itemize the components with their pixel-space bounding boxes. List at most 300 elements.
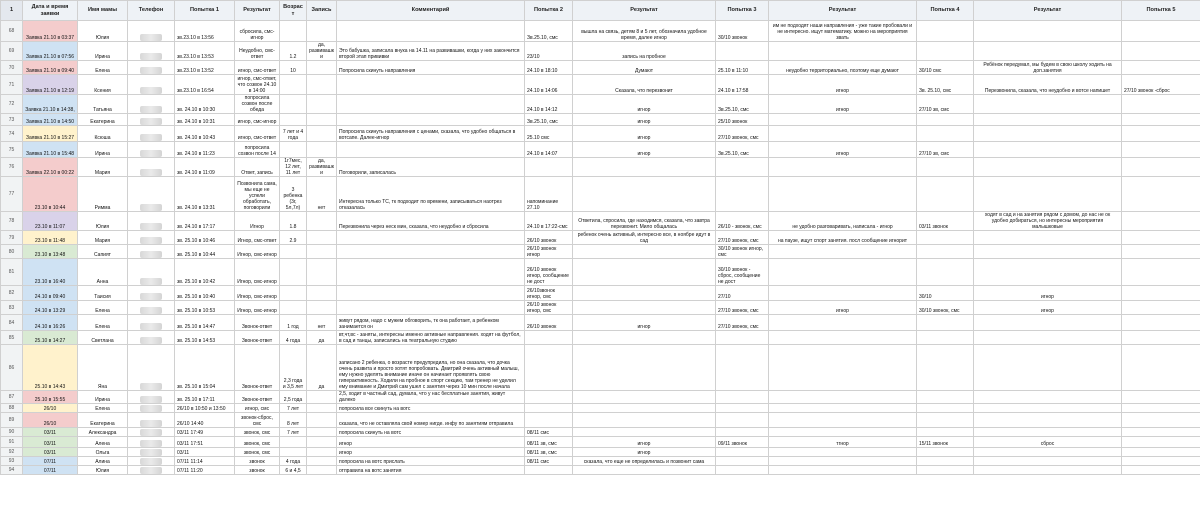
cell-phone-redacted[interactable] (128, 457, 175, 466)
cell-res4[interactable] (974, 259, 1122, 286)
cell-res3[interactable] (769, 245, 917, 259)
column-header-name[interactable]: Имя мамы (78, 1, 128, 21)
cell-res4[interactable]: Ребёнок передумал, мы будем в свою школу ходить на доп.занятия (974, 61, 1122, 75)
cell-res1[interactable]: звонок (235, 466, 280, 475)
cell-date[interactable]: Заявка 21.10 в 15:27 (23, 126, 78, 142)
cell-try5[interactable] (1122, 21, 1200, 42)
row-number[interactable]: 80 (1, 245, 23, 259)
cell-try5[interactable] (1122, 391, 1200, 404)
cell-age[interactable]: 1.2 (280, 42, 307, 61)
cell-comment[interactable]: Попросила скинуть направления с ценами, сказала, что удобно общаться в вотсапе. Далее-игнор (337, 126, 525, 142)
cell-try2[interactable]: 24.10 в 18:10 (525, 61, 573, 75)
cell-rec[interactable] (307, 391, 337, 404)
cell-date[interactable]: 03/11 (23, 428, 78, 437)
cell-try1[interactable]: зв. 25.10 в 10:44 (175, 245, 235, 259)
cell-res4[interactable]: ходят в сад и на занятия рядом с домом, до нас не ок удобно добираться, но интересны мероприятия малышковые (974, 212, 1122, 231)
column-header-date[interactable]: Дата и время заявки (23, 1, 78, 21)
cell-try4[interactable]: 15/11 звонок (917, 437, 974, 448)
cell-try1[interactable]: зв. 25.10 в 14:47 (175, 315, 235, 331)
cell-name[interactable]: Татьяна (78, 95, 128, 114)
cell-comment[interactable]: Интересна только ТС, тк подходит по времени, записываться наотрез отказалась (337, 177, 525, 212)
cell-rec[interactable] (307, 61, 337, 75)
cell-try5[interactable] (1122, 413, 1200, 428)
cell-try3[interactable]: 30/10 звонок (716, 21, 769, 42)
cell-res1[interactable]: Игнор, смс-игнор (235, 259, 280, 286)
cell-try3[interactable] (716, 345, 769, 391)
cell-comment[interactable] (337, 21, 525, 42)
cell-res3[interactable] (769, 158, 917, 177)
cell-comment[interactable]: Поговорили, записалась (337, 158, 525, 177)
cell-try4[interactable] (917, 21, 974, 42)
cell-try1[interactable]: зв.23.10 в 13:53 (175, 42, 235, 61)
cell-try2[interactable] (525, 413, 573, 428)
cell-rec[interactable] (307, 466, 337, 475)
cell-try4[interactable]: 27/10 зв, смс (917, 95, 974, 114)
cell-name[interactable]: Римма (78, 177, 128, 212)
cell-phone-redacted[interactable] (128, 448, 175, 457)
cell-res3[interactable] (769, 404, 917, 413)
cell-try5[interactable] (1122, 437, 1200, 448)
cell-res2[interactable]: игнор (573, 114, 716, 126)
cell-res1[interactable]: игнор, смс-игнор (235, 114, 280, 126)
cell-try3[interactable]: 26/10 - звонок, смс (716, 212, 769, 231)
cell-age[interactable] (280, 21, 307, 42)
cell-try5[interactable] (1122, 448, 1200, 457)
cell-try2[interactable]: 26/10 звонок игнор (525, 245, 573, 259)
cell-phone-redacted[interactable] (128, 177, 175, 212)
cell-try3[interactable]: 30/10 звонок - сброс, сообщение не дост (716, 259, 769, 286)
row-number[interactable]: 92 (1, 448, 23, 457)
cell-try2[interactable] (525, 331, 573, 345)
cell-age[interactable]: 4 года (280, 331, 307, 345)
row-number[interactable]: 85 (1, 331, 23, 345)
cell-try2[interactable] (525, 404, 573, 413)
cell-name[interactable]: Ксения (78, 75, 128, 95)
column-header-res2[interactable]: Результат (573, 1, 716, 21)
cell-phone-redacted[interactable] (128, 466, 175, 475)
row-number[interactable]: 83 (1, 301, 23, 315)
cell-name[interactable]: Юлия (78, 21, 128, 42)
cell-res1[interactable]: сбросила, смс-игнор (235, 21, 280, 42)
cell-try5[interactable] (1122, 301, 1200, 315)
cell-res3[interactable] (769, 331, 917, 345)
cell-try4[interactable] (917, 231, 974, 245)
cell-rec[interactable]: нет (307, 315, 337, 331)
cell-res2[interactable] (573, 466, 716, 475)
cell-phone-redacted[interactable] (128, 126, 175, 142)
cell-res4[interactable] (974, 345, 1122, 391)
row-number[interactable]: 75 (1, 142, 23, 158)
cell-try3[interactable] (716, 448, 769, 457)
cell-try3[interactable]: 27/10 звонок, смс (716, 315, 769, 331)
cell-phone-redacted[interactable] (128, 231, 175, 245)
cell-try1[interactable]: зв. 25.10 в 10:42 (175, 259, 235, 286)
cell-res3[interactable]: не удобно разговаривать, написала - игнор (769, 212, 917, 231)
cell-age[interactable]: 2,3 года и 3,5 лет (280, 345, 307, 391)
cell-date[interactable]: 26/10 (23, 413, 78, 428)
cell-date[interactable]: 25.10 в 15:55 (23, 391, 78, 404)
cell-phone-redacted[interactable] (128, 212, 175, 231)
cell-res2[interactable] (573, 286, 716, 301)
cell-date[interactable]: Заявка 22.10 в 00:22 (23, 158, 78, 177)
cell-rec[interactable] (307, 413, 337, 428)
cell-age[interactable] (280, 437, 307, 448)
cell-res3[interactable] (769, 466, 917, 475)
cell-try1[interactable]: зв. 24.10 в 13:31 (175, 177, 235, 212)
cell-res3[interactable]: тгнор (769, 437, 917, 448)
cell-rec[interactable] (307, 114, 337, 126)
cell-rec[interactable]: да (307, 345, 337, 391)
cell-age[interactable] (280, 301, 307, 315)
cell-try3[interactable] (716, 428, 769, 437)
cell-try5[interactable] (1122, 114, 1200, 126)
row-number[interactable]: 76 (1, 158, 23, 177)
row-number[interactable]: 77 (1, 177, 23, 212)
cell-age[interactable]: 1г7мес, 12 лет, 11 лет (280, 158, 307, 177)
cell-res2[interactable]: игнор (573, 437, 716, 448)
cell-try4[interactable] (917, 126, 974, 142)
cell-date[interactable]: Заявка 21.10 в 14:50 (23, 114, 78, 126)
cell-try3[interactable] (716, 42, 769, 61)
cell-res2[interactable]: ребенок очень активный, интересно все, в ноябре идут в сад (573, 231, 716, 245)
cell-res1[interactable]: Игнор, смс-игнор (235, 245, 280, 259)
cell-try4[interactable]: 03/11 звонок (917, 212, 974, 231)
cell-res3[interactable]: игнор (769, 95, 917, 114)
cell-try1[interactable]: зв. 24.10 в 10:43 (175, 126, 235, 142)
cell-name[interactable]: Анна (78, 259, 128, 286)
cell-res1[interactable]: игнор, смс-ответ, что созвон 24.10 в 14:00 (235, 75, 280, 95)
cell-date[interactable]: 03/11 (23, 448, 78, 457)
cell-try3[interactable] (716, 331, 769, 345)
cell-res1[interactable]: игнор, смс (235, 404, 280, 413)
cell-date[interactable]: 23.10 в 10:44 (23, 177, 78, 212)
cell-res3[interactable] (769, 413, 917, 428)
cell-rec[interactable] (307, 437, 337, 448)
cell-try5[interactable] (1122, 331, 1200, 345)
cell-try2[interactable]: 24.10 в 17:22-смс (525, 212, 573, 231)
cell-try2[interactable]: 24.10 в 14:12 (525, 95, 573, 114)
row-number[interactable]: 78 (1, 212, 23, 231)
cell-name[interactable]: Екатерина (78, 114, 128, 126)
cell-res2[interactable] (573, 413, 716, 428)
cell-rec[interactable] (307, 95, 337, 114)
cell-rec[interactable] (307, 126, 337, 142)
cell-try3[interactable] (716, 457, 769, 466)
cell-comment[interactable]: попросила скинуть на вотс (337, 428, 525, 437)
cell-try3[interactable]: 27/10 звонок, смс (716, 231, 769, 245)
cell-phone-redacted[interactable] (128, 158, 175, 177)
cell-comment[interactable] (337, 231, 525, 245)
cell-try4[interactable] (917, 245, 974, 259)
cell-try4[interactable] (917, 448, 974, 457)
cell-try5[interactable] (1122, 177, 1200, 212)
cell-try1[interactable]: зв. 24.10 в 11:09 (175, 158, 235, 177)
cell-name[interactable]: Мария (78, 231, 128, 245)
cell-try4[interactable] (917, 158, 974, 177)
cell-res2[interactable] (573, 428, 716, 437)
cell-try5[interactable] (1122, 457, 1200, 466)
cell-rec[interactable]: нет (307, 177, 337, 212)
cell-res3[interactable] (769, 457, 917, 466)
cell-res4[interactable] (974, 95, 1122, 114)
cell-try3[interactable]: 09/11 звонок (716, 437, 769, 448)
cell-res3[interactable]: игнор (769, 301, 917, 315)
cell-rec[interactable] (307, 286, 337, 301)
cell-try1[interactable]: зв. 25.10 в 14:53 (175, 331, 235, 345)
cell-res2[interactable]: игнор (573, 315, 716, 331)
cell-res4[interactable] (974, 142, 1122, 158)
cell-age[interactable] (280, 448, 307, 457)
cell-phone-redacted[interactable] (128, 286, 175, 301)
cell-phone-redacted[interactable] (128, 42, 175, 61)
cell-try1[interactable]: 03/11 (175, 448, 235, 457)
cell-try2[interactable]: 26/10 звонок (525, 231, 573, 245)
cell-name[interactable]: Таисия (78, 286, 128, 301)
cell-res1[interactable]: Звонок-ответ (235, 345, 280, 391)
cell-res4[interactable] (974, 466, 1122, 475)
cell-try1[interactable]: зв. 24.10 в 10:31 (175, 114, 235, 126)
cell-try4[interactable] (917, 391, 974, 404)
cell-comment[interactable]: Попросила скинуть направления (337, 61, 525, 75)
column-header-try5[interactable]: Попытка 5 (1122, 1, 1200, 21)
cell-res2[interactable]: игнор (573, 95, 716, 114)
cell-rec[interactable]: да, развивашк и (307, 158, 337, 177)
cell-res4[interactable] (974, 331, 1122, 345)
cell-comment[interactable]: Перезвонила через неск мин, сказала, что неудобно и сбросила (337, 212, 525, 231)
cell-age[interactable]: 7 лет и 4 года (280, 126, 307, 142)
row-number[interactable]: 94 (1, 466, 23, 475)
cell-try2[interactable]: 26/10 звонок игнор, смс (525, 301, 573, 315)
cell-rec[interactable] (307, 259, 337, 286)
cell-try3[interactable]: 25.10 в 11:10 (716, 61, 769, 75)
cell-try2[interactable]: 26/10 звонок игнор, сообщение не дост (525, 259, 573, 286)
row-number[interactable]: 91 (1, 437, 23, 448)
cell-try1[interactable]: зв.23.10 в 13:52 (175, 61, 235, 75)
cell-try2[interactable]: 08/11 зв, смс (525, 437, 573, 448)
cell-date[interactable]: 23.10 в 13:48 (23, 245, 78, 259)
cell-date[interactable]: 25.10 в 14:27 (23, 331, 78, 345)
row-number[interactable]: 90 (1, 428, 23, 437)
cell-age[interactable] (280, 259, 307, 286)
cell-rec[interactable] (307, 142, 337, 158)
cell-try1[interactable]: зв.23.10 в 13:56 (175, 21, 235, 42)
cell-res3[interactable] (769, 391, 917, 404)
cell-try1[interactable]: зв. 25.10 в 10:40 (175, 286, 235, 301)
cell-rec[interactable] (307, 231, 337, 245)
cell-age[interactable] (280, 286, 307, 301)
cell-try3[interactable]: 25/10 звонок (716, 114, 769, 126)
cell-res4[interactable] (974, 177, 1122, 212)
cell-res1[interactable]: Игнор, смс-игнор (235, 286, 280, 301)
cell-res1[interactable]: Неудобно, смс-ответ (235, 42, 280, 61)
cell-try5[interactable] (1122, 126, 1200, 142)
cell-res1[interactable]: попросила созвон после 14 (235, 142, 280, 158)
cell-try2[interactable] (525, 391, 573, 404)
cell-res2[interactable]: Ответила, спросила, где находимся, сказала, что завтра перезвонит. Мило общалась (573, 212, 716, 231)
cell-age[interactable]: 4 года (280, 457, 307, 466)
cell-try3[interactable] (716, 466, 769, 475)
cell-phone-redacted[interactable] (128, 428, 175, 437)
cell-try2[interactable]: 08/11 зв, смс (525, 448, 573, 457)
cell-res3[interactable] (769, 428, 917, 437)
cell-try5[interactable] (1122, 315, 1200, 331)
cell-comment[interactable] (337, 142, 525, 158)
cell-rec[interactable] (307, 21, 337, 42)
cell-try5[interactable] (1122, 95, 1200, 114)
cell-try4[interactable] (917, 259, 974, 286)
row-number[interactable]: 93 (1, 457, 23, 466)
cell-age[interactable] (280, 95, 307, 114)
cell-age[interactable]: 3 ребенка (3г, 5л,7л) (280, 177, 307, 212)
column-header-try3[interactable]: Попытка 3 (716, 1, 769, 21)
cell-res1[interactable]: Позвонила сама, мы еще не успели обработать, поговорили (235, 177, 280, 212)
cell-name[interactable]: Юлия (78, 212, 128, 231)
cell-name[interactable]: Екатерина (78, 413, 128, 428)
cell-comment[interactable] (337, 259, 525, 286)
cell-res4[interactable] (974, 231, 1122, 245)
cell-name[interactable]: Мария (78, 158, 128, 177)
cell-res2[interactable]: игнор (573, 126, 716, 142)
cell-age[interactable]: 7 лет (280, 404, 307, 413)
row-number[interactable]: 89 (1, 413, 23, 428)
cell-phone-redacted[interactable] (128, 75, 175, 95)
cell-res2[interactable] (573, 177, 716, 212)
cell-name[interactable]: Ксюша (78, 126, 128, 142)
cell-res3[interactable]: на паузе, ищут спорт занятия. посл сообщение игнорит (769, 231, 917, 245)
cell-res2[interactable]: запись на пробное (573, 42, 716, 61)
cell-res2[interactable] (573, 259, 716, 286)
cell-res4[interactable]: игнор (974, 301, 1122, 315)
cell-res1[interactable]: Игнор (235, 212, 280, 231)
cell-try4[interactable] (917, 331, 974, 345)
cell-phone-redacted[interactable] (128, 437, 175, 448)
cell-res3[interactable]: им не подходят наши направления - уже такие пробовали и не интересно. ищут математику. можно на мероприятия звать (769, 21, 917, 42)
column-header-try4[interactable]: Попытка 4 (917, 1, 974, 21)
cell-phone-redacted[interactable] (128, 95, 175, 114)
cell-comment[interactable] (337, 95, 525, 114)
cell-name[interactable]: Елена (78, 301, 128, 315)
row-number[interactable]: 73 (1, 114, 23, 126)
cell-comment[interactable]: Это бабушка, записала внука на 14.11 на развивашки, когда у них закончится второй этап прививки (337, 42, 525, 61)
cell-comment[interactable]: вт,чт,вс - заняты, интересны именно активные направления. ходят на футбол, в сад и танцы, записались на театральную студию (337, 331, 525, 345)
cell-res1[interactable]: звонок-сброс, смс (235, 413, 280, 428)
cell-res3[interactable] (769, 345, 917, 391)
cell-age[interactable]: 1.8 (280, 212, 307, 231)
cell-phone-redacted[interactable] (128, 331, 175, 345)
cell-name[interactable]: Елена (78, 315, 128, 331)
cell-res4[interactable] (974, 21, 1122, 42)
cell-try5[interactable] (1122, 404, 1200, 413)
cell-res4[interactable] (974, 391, 1122, 404)
cell-comment[interactable]: 2,5, ходит в частный сад, думала, что у нас бесплатные занятия, живут далеко (337, 391, 525, 404)
cell-phone-redacted[interactable] (128, 21, 175, 42)
cell-res2[interactable] (573, 391, 716, 404)
cell-try2[interactable]: 24.10 в 14:07 (525, 142, 573, 158)
cell-date[interactable]: Заявка 21.10 в 03:37 (23, 21, 78, 42)
cell-try2[interactable]: 24.10 в 14:06 (525, 75, 573, 95)
cell-comment[interactable]: живут рядом, надо с мужем обговорить, тк она работает, а ребенком занимается он (337, 315, 525, 331)
cell-age[interactable] (280, 142, 307, 158)
cell-try4[interactable] (917, 42, 974, 61)
cell-try3[interactable] (716, 158, 769, 177)
cell-try2[interactable]: 08/11 смс (525, 457, 573, 466)
cell-name[interactable]: Александра (78, 428, 128, 437)
cell-try5[interactable] (1122, 61, 1200, 75)
cell-try2[interactable]: напоминание 27.10 (525, 177, 573, 212)
cell-name[interactable]: Яна (78, 345, 128, 391)
cell-name[interactable]: Светлана (78, 331, 128, 345)
cell-try3[interactable] (716, 413, 769, 428)
cell-res4[interactable] (974, 457, 1122, 466)
cell-date[interactable]: Заявка 21.10 в 07:56 (23, 42, 78, 61)
cell-comment[interactable]: сказала, что не оставляла свой номер нигде. инфу по занятиям отправила (337, 413, 525, 428)
cell-date[interactable]: 03/11 (23, 437, 78, 448)
row-number[interactable]: 81 (1, 259, 23, 286)
cell-try3[interactable]: 24.10 в 17:58 (716, 75, 769, 95)
cell-try1[interactable]: зв.23.10 в 16:54 (175, 75, 235, 95)
cell-name[interactable]: Ольга (78, 448, 128, 457)
cell-name[interactable]: Ирина (78, 142, 128, 158)
cell-rec[interactable]: да, развивашк и (307, 42, 337, 61)
cell-comment[interactable] (337, 286, 525, 301)
cell-name[interactable]: Алина (78, 457, 128, 466)
cell-date[interactable]: 24.10 в 09:40 (23, 286, 78, 301)
row-number[interactable]: 68 (1, 21, 23, 42)
cell-res2[interactable]: сказала, что еще не определилась и позвонит сама (573, 457, 716, 466)
cell-date[interactable]: Заявка 21.10 в 15:48 (23, 142, 78, 158)
column-header-num[interactable]: 1 (1, 1, 23, 21)
row-number[interactable]: 88 (1, 404, 23, 413)
cell-age[interactable]: 8 лет (280, 413, 307, 428)
cell-date[interactable]: 07/11 (23, 466, 78, 475)
cell-res1[interactable]: звонок (235, 457, 280, 466)
cell-try5[interactable] (1122, 245, 1200, 259)
cell-try5[interactable] (1122, 428, 1200, 437)
cell-res4[interactable] (974, 245, 1122, 259)
cell-res2[interactable] (573, 331, 716, 345)
cell-try1[interactable]: 07/11 11:20 (175, 466, 235, 475)
column-header-try2[interactable]: Попытка 2 (525, 1, 573, 21)
cell-rec[interactable] (307, 212, 337, 231)
cell-try2[interactable] (525, 158, 573, 177)
cell-res3[interactable] (769, 448, 917, 457)
cell-try4[interactable] (917, 413, 974, 428)
cell-try4[interactable]: 30/10 (917, 286, 974, 301)
cell-try5[interactable] (1122, 212, 1200, 231)
cell-res3[interactable] (769, 177, 917, 212)
cell-try3[interactable]: 30/10 звонок игнор, смс (716, 245, 769, 259)
cell-res4[interactable] (974, 413, 1122, 428)
cell-date[interactable]: Заявка 21.10 в 12:19 (23, 75, 78, 95)
cell-res4[interactable]: сброс (974, 437, 1122, 448)
cell-rec[interactable] (307, 245, 337, 259)
cell-res1[interactable]: Игнор, смс-игнор (235, 301, 280, 315)
cell-res1[interactable]: звонок, смс (235, 428, 280, 437)
cell-try4[interactable] (917, 457, 974, 466)
cell-phone-redacted[interactable] (128, 245, 175, 259)
cell-phone-redacted[interactable] (128, 301, 175, 315)
cell-date[interactable]: 26/10 (23, 404, 78, 413)
cell-phone-redacted[interactable] (128, 114, 175, 126)
row-number[interactable]: 79 (1, 231, 23, 245)
cell-age[interactable]: 2,5 года (280, 391, 307, 404)
cell-age[interactable]: 6 и 4,5 (280, 466, 307, 475)
cell-age[interactable] (280, 75, 307, 95)
column-header-age[interactable]: Возраст (280, 1, 307, 21)
cell-res1[interactable]: Звонок-ответ (235, 315, 280, 331)
cell-try4[interactable]: 30/10 смс (917, 61, 974, 75)
cell-res3[interactable]: неудобно территориально, поэтому еще думают (769, 61, 917, 75)
